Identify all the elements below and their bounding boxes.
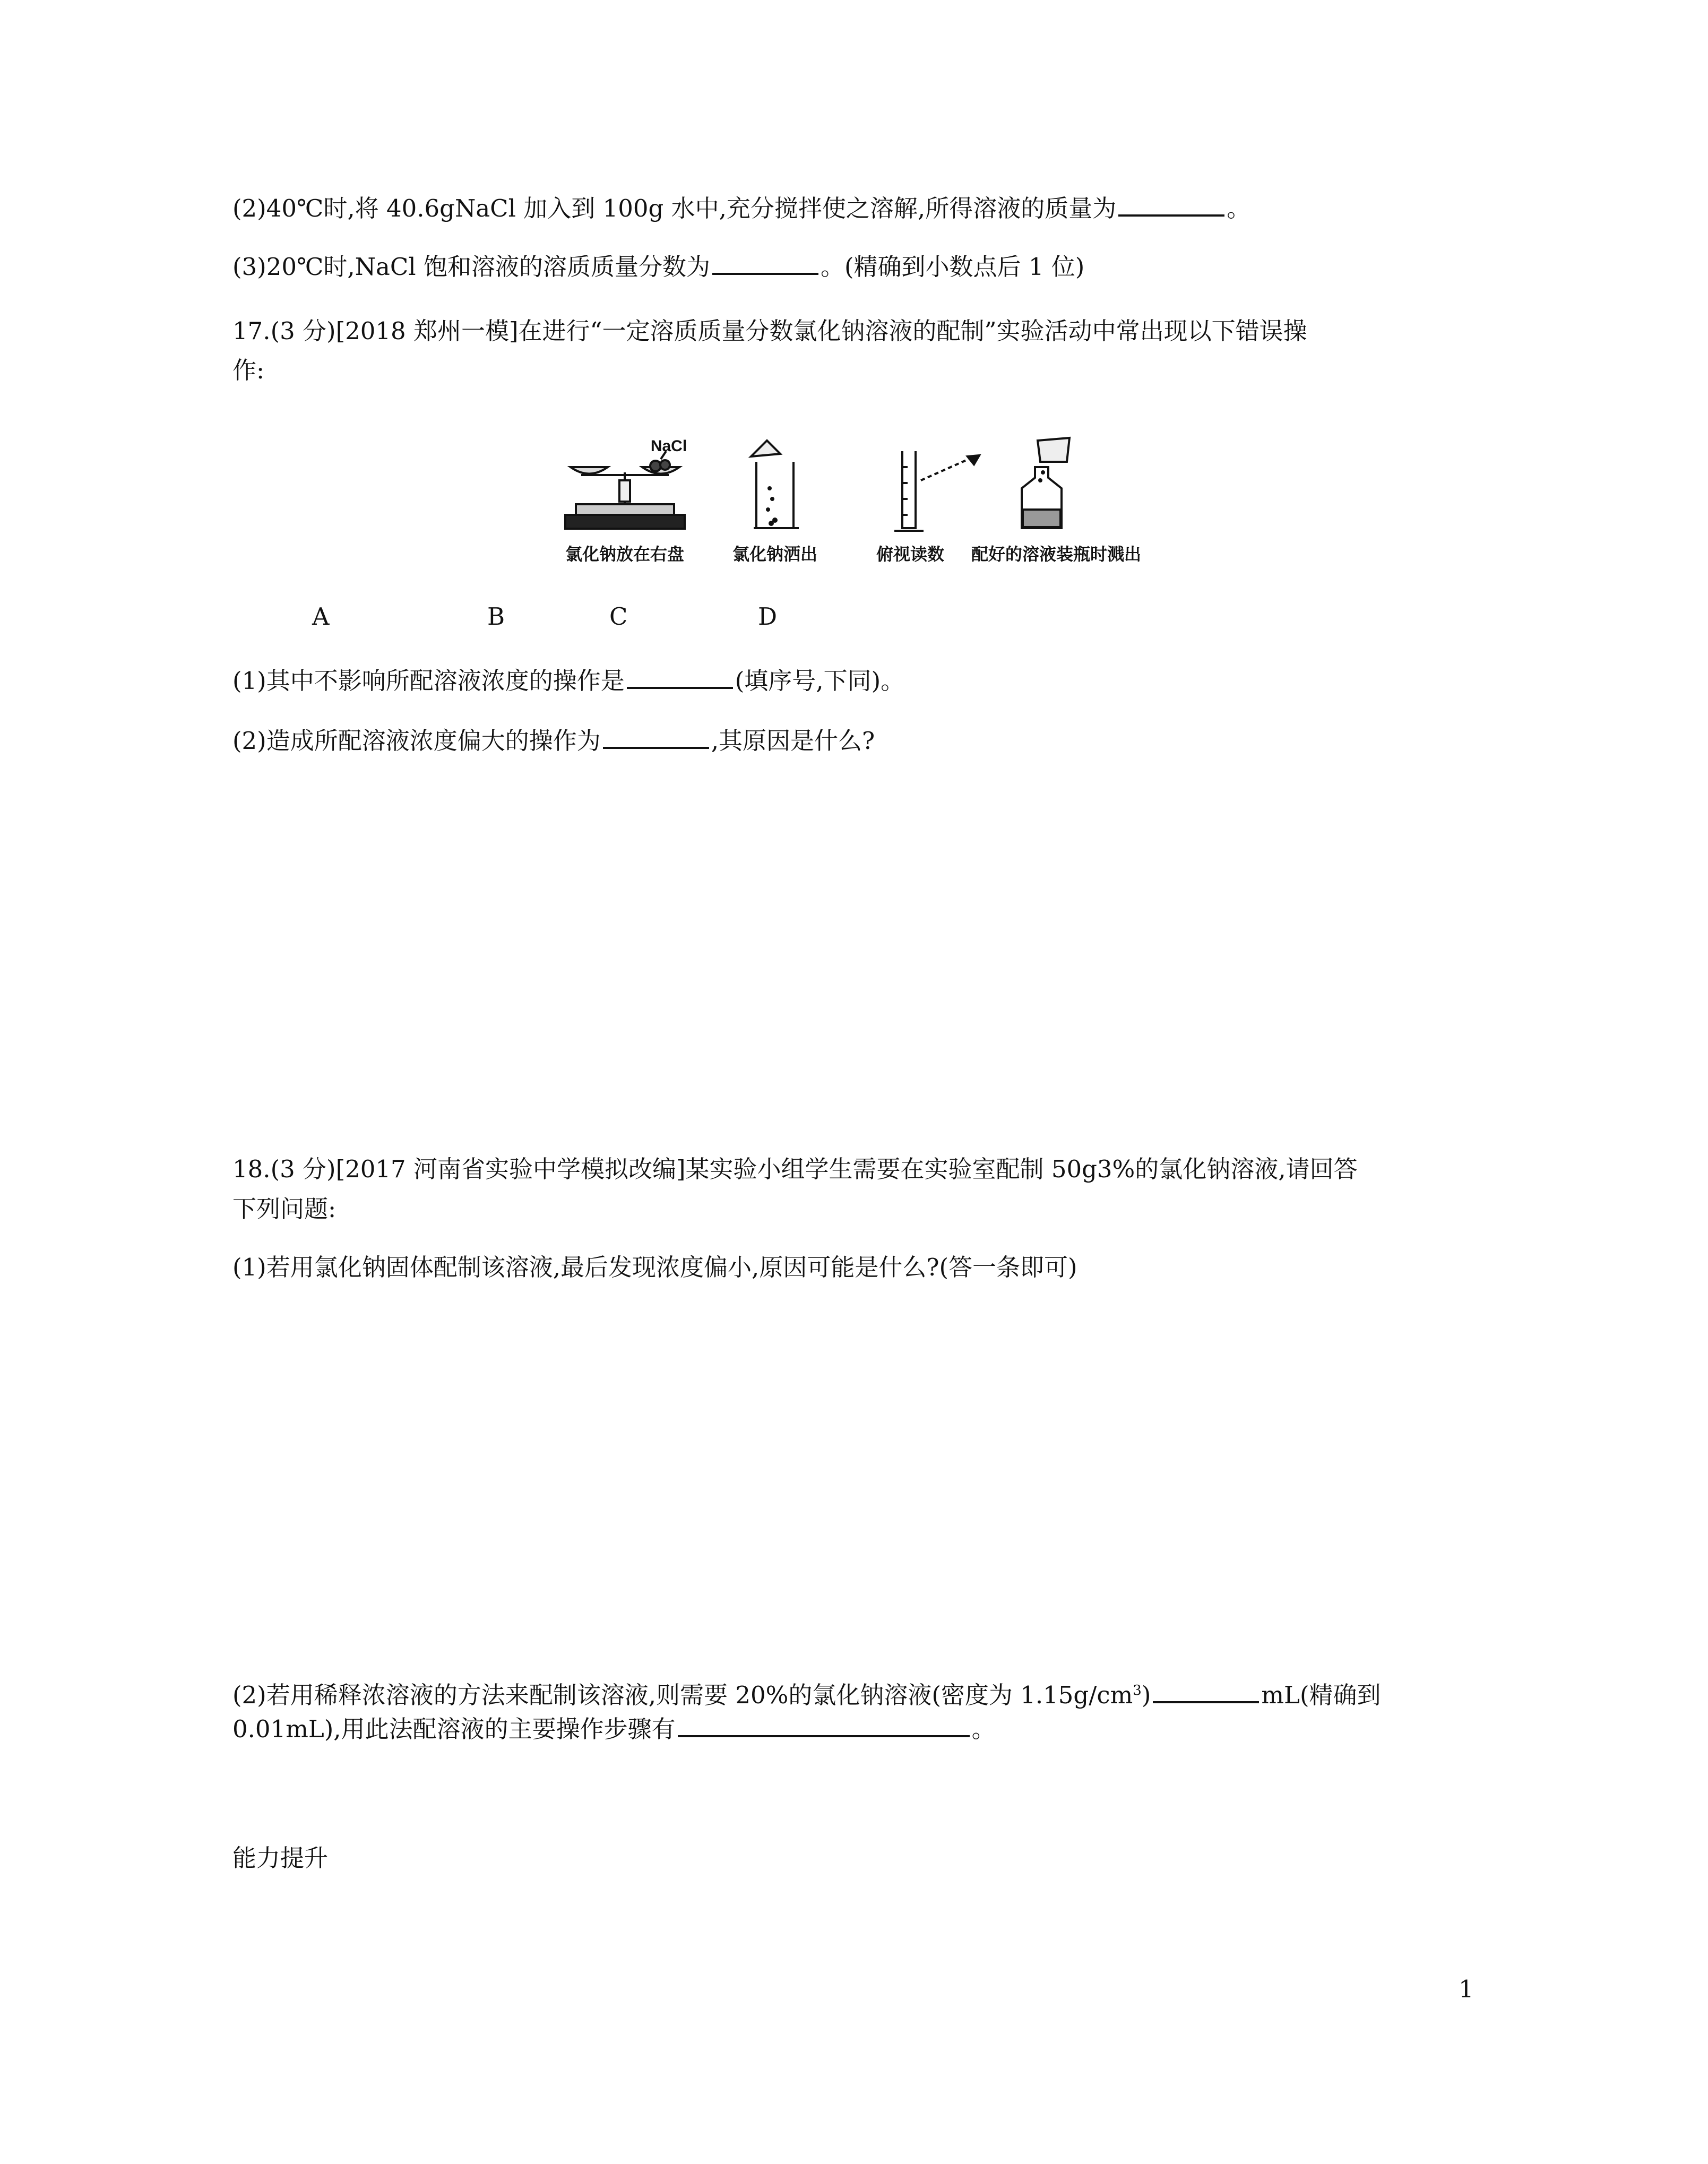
- q18-part1: (1)若用氯化钠固体配制该溶液,最后发现浓度偏小,原因可能是什么?(答一条即可): [232, 1253, 1077, 1281]
- answer-blank[interactable]: [712, 252, 818, 275]
- graduated-cylinder-icon: [894, 451, 979, 531]
- q18-part2-line2-text: 0.01mL),用此法配溶液的主要操作步骤有: [232, 1715, 676, 1743]
- balance-icon: [565, 451, 685, 529]
- q18-part2-text: (2)若用稀释浓溶液的方法来配制该溶液,则需要 20%的氯化钠溶液(密度为 1.15g/cm: [232, 1681, 1133, 1709]
- q18-part2-line2: 0.01mL),用此法配溶液的主要操作步骤有 。: [232, 1715, 996, 1743]
- q18-stem-line2: 下列问题:: [232, 1195, 337, 1223]
- page-number: 1: [1459, 1975, 1474, 2003]
- q18-part2-line1: (2)若用稀释浓溶液的方法来配制该溶液,则需要 20%的氯化钠溶液(密度为 $1.15g/cm^3$) mL(精确到: [232, 1681, 1381, 1709]
- option-b-label: B: [487, 602, 505, 631]
- option-a-label: A: [312, 602, 330, 631]
- q16-part2: (2)40℃时,将 40.6gNaCl 加入到 100g 水中,充分搅拌使之溶解,所得溶液的质量为 。: [232, 194, 1251, 222]
- answer-blank[interactable]: [627, 666, 733, 689]
- q17-part1-text: (1)其中不影响所配溶液浓度的操作是: [232, 667, 625, 695]
- answer-blank[interactable]: [603, 726, 709, 749]
- q16-part3: (3)20℃时,NaCl 饱和溶液的溶质质量分数为 。(精确到小数点后 1 位): [232, 253, 1085, 281]
- answer-blank[interactable]: [678, 1714, 970, 1737]
- figure-caption-c: 俯视读数: [876, 544, 945, 564]
- beaker-icon: [751, 441, 799, 528]
- q18-stem-line1: 18.(3 分)[2017 河南省实验中学模拟改编]某实验小组学生需要在实验室配制 50g3%的氯化钠溶液,请回答: [232, 1155, 1358, 1183]
- q17-part2: (2)造成所配溶液浓度偏大的操作为 ,其原因是什么?: [232, 727, 875, 755]
- figure-nacl-label: NaCl: [650, 437, 687, 455]
- lab-operations-illustration: [560, 430, 1149, 568]
- section-heading: 能力提升: [232, 1844, 329, 1872]
- answer-blank[interactable]: [1153, 1680, 1259, 1703]
- lab-operations-figure: [560, 430, 1149, 568]
- option-c-label: C: [609, 602, 628, 631]
- q16-part2-text: (2)40℃时,将 40.6gNaCl 加入到 100g 水中,充分搅拌使之溶解,所得溶液的质量为: [232, 194, 1117, 222]
- q17-stem-line2: 作:: [232, 356, 265, 384]
- figure-caption-b: 氯化钠洒出: [732, 544, 818, 564]
- q17-part2-text: (2)造成所配溶液浓度偏大的操作为: [232, 727, 601, 755]
- q17-part1: (1)其中不影响所配溶液浓度的操作是 (填序号,下同)。: [232, 667, 905, 695]
- figure-caption-d: 配好的溶液装瓶时溅出: [971, 544, 1142, 564]
- reagent-bottle-icon: [1022, 438, 1069, 528]
- figure-caption-a: 氯化钠放在右盘: [565, 544, 685, 564]
- q17-stem-line1: 17.(3 分)[2018 郑州一模]在进行“一定溶质质量分数氯化钠溶液的配制”实验活动中常出现以下错误操: [232, 317, 1307, 345]
- q16-part3-text: (3)20℃时,NaCl 饱和溶液的溶质质量分数为: [232, 253, 710, 281]
- option-d-label: D: [758, 602, 778, 631]
- answer-blank[interactable]: [1118, 193, 1224, 217]
